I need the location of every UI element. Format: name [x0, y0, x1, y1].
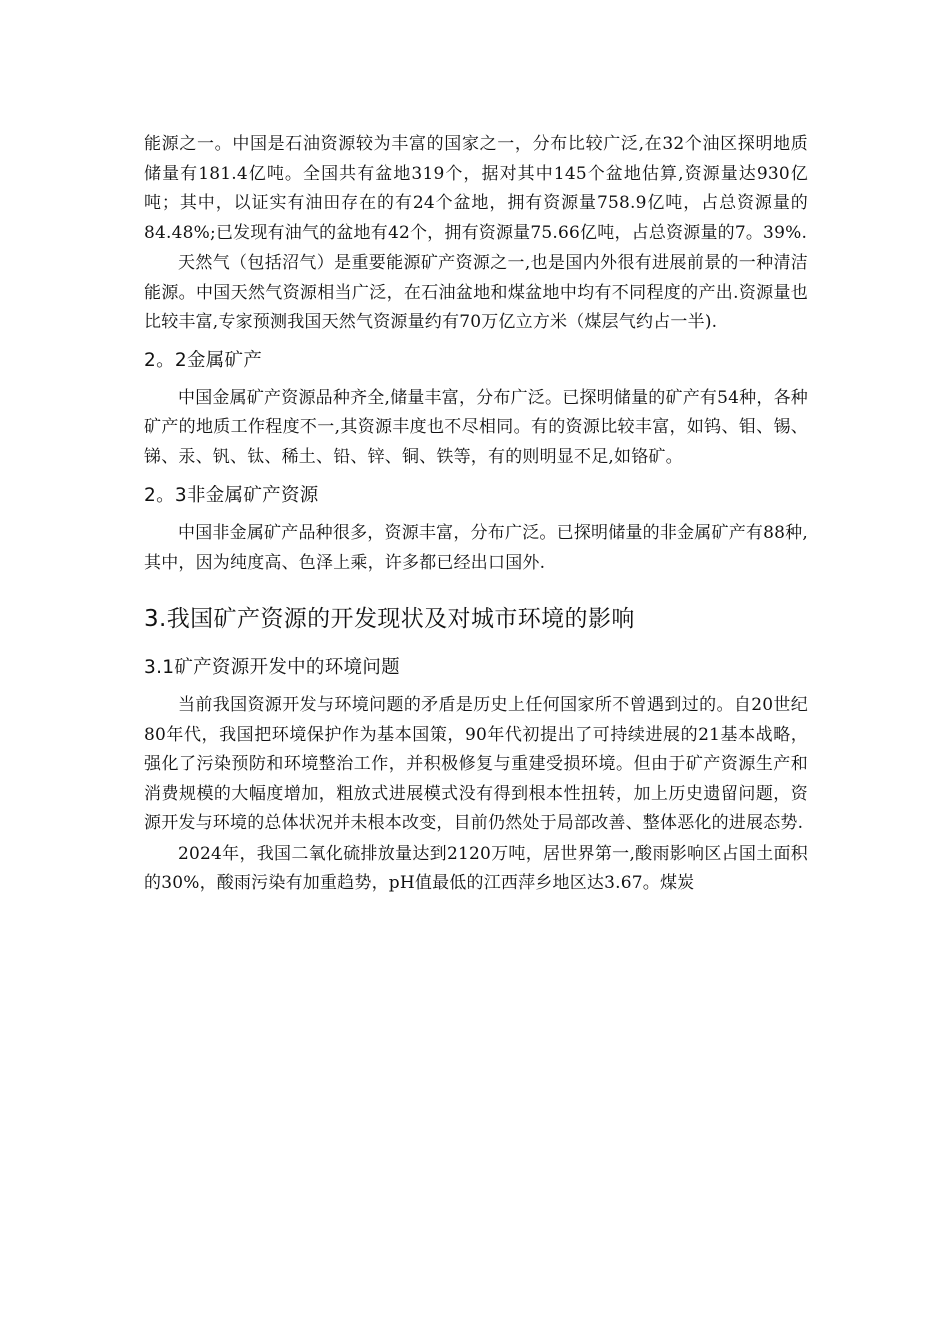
paragraph-metal-minerals: 中国金属矿产资源品种齐全,储量丰富，分布广泛。已探明储量的矿产有54种，各种矿产的地质工作程度不一,其资源丰度也不尽相同。有的资源比较丰富，如钨、钼、锡、锑、汞、钒、钛、稀土、铅、锌、铜、铁等，有的则明显不足,如铬矿。 — [144, 387, 808, 467]
paragraph-nonmetal-minerals: 中国非金属矿产品种很多，资源丰富，分布广泛。已探明储量的非金属矿产有88种,其中，因为纯度高、色泽上乘，许多都已经出口国外. — [144, 523, 808, 573]
document-body — [144, 134, 808, 899]
paragraph-natural-gas: 天然气（包括沼气）是重要能源矿产资源之一,也是国内外很有进展前景的一种清洁能源。中国天然气资源相当广泛，在石油盆地和煤盆地中均有不同程度的产出.资源量也比较丰富,专家预测我国天然气资源量约有70万亿立方米（煤层气约占一半). — [144, 253, 808, 332]
paragraph-sulfur-dioxide: 2024年，我国二氧化硫排放量达到2120万吨，居世界第一,酸雨影响区占国土面积的30%，酸雨污染有加重趋势，pH值最低的江西萍乡地区达3.67。煤炭 — [144, 843, 808, 893]
heading-section-3: 3.我国矿产资源的开发现状及对城市环境的影响 — [144, 606, 635, 632]
heading-metal-minerals: 2。2金属矿产 — [144, 349, 263, 371]
paragraph-environment-problems: 当前我国资源开发与环境问题的矛盾是历史上任何国家所不曾遇到过的。自20世纪80年代，我国把环境保护作为基本国策，90年代初提出了可持续进展的21基本战略，强化了污染预防和环境整治工作，并积极修复与重建受损环境。但由于矿产资源生产和消费规模的大幅度增加，粗放式进展模式没有得到根本性扭转，加上历史遗留问题，资源开发与环境的总体状况并未根本改变，目前仍然处于局部改善、整体恶化的进展态势. — [144, 695, 808, 833]
paragraph-oil-resources: 能源之一。中国是石油资源较为丰富的国家之一，分布比较广泛,在32个油区探明地质储量有181.4亿吨。全国共有盆地319个，据对其中145个盆地估算,资源量达930亿吨；其中，以证实有油田存在的有24个盆地，拥有资源量758.9亿吨，占总资源量的84.48%;已发现有油气的盆地有42个，拥有资源量75.66亿吨，占总资源量的7。39%. — [144, 134, 808, 243]
heading-environment-problems: 3.1矿产资源开发中的环境问题 — [144, 657, 400, 678]
heading-nonmetal-minerals: 2。3非金属矿产资源 — [144, 485, 319, 506]
